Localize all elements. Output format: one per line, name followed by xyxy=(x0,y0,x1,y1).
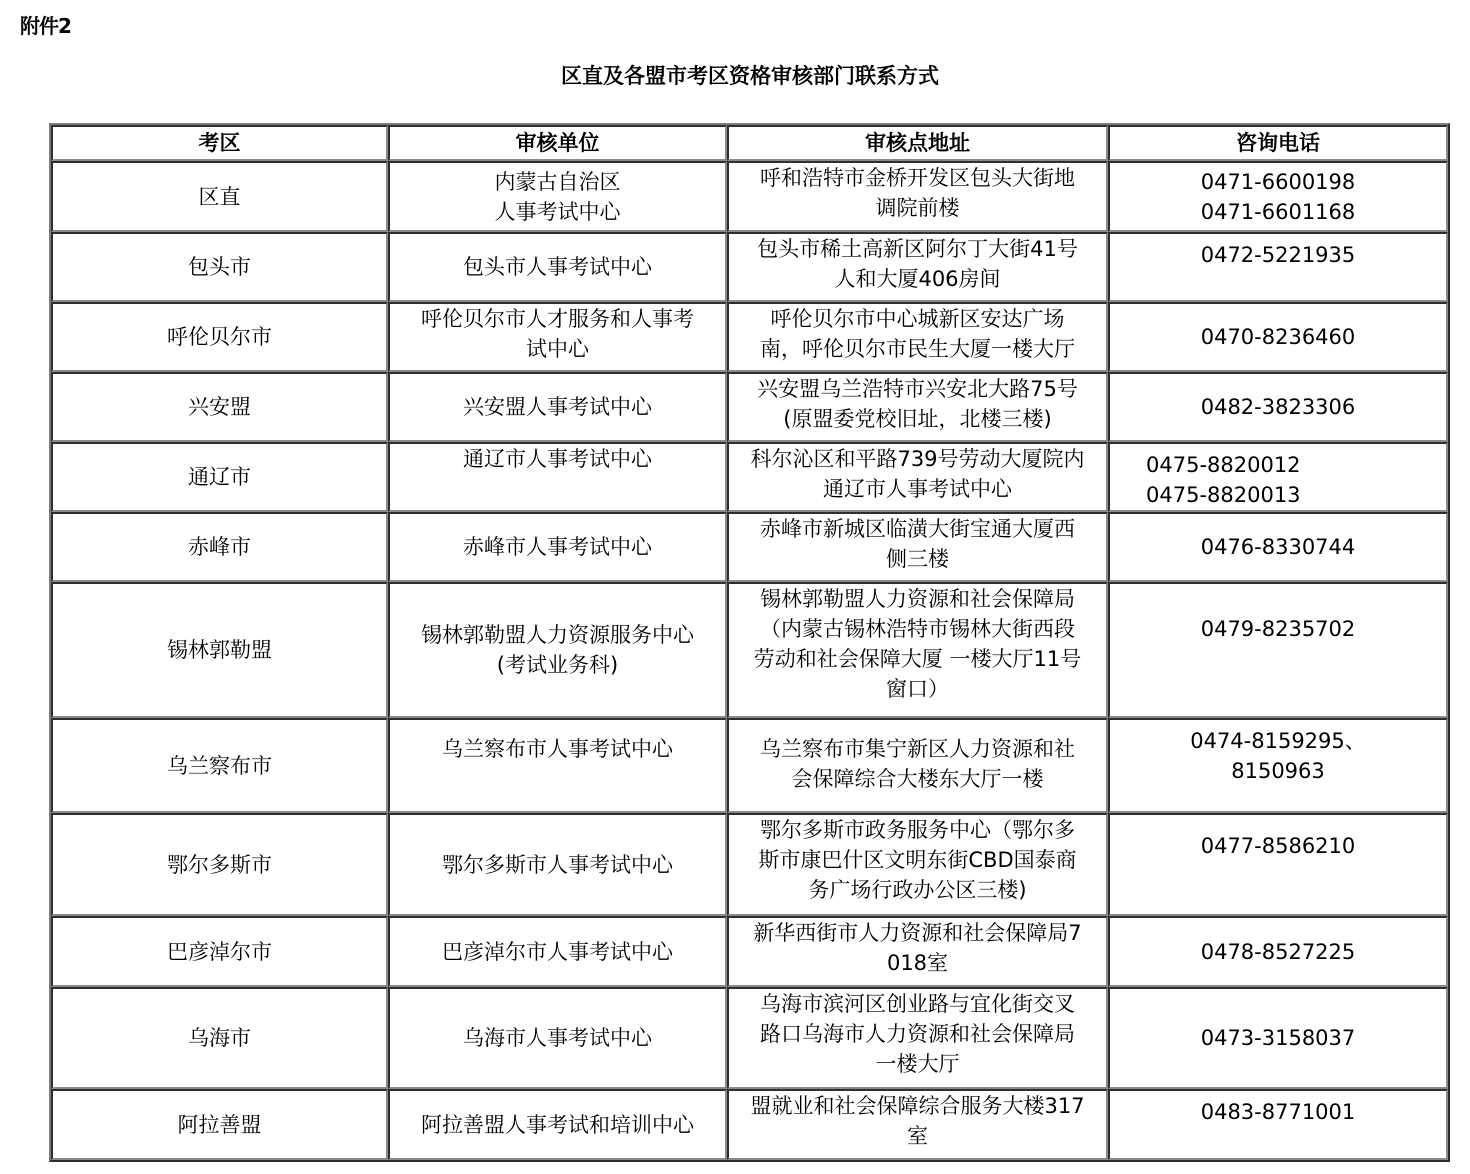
cell-address-line: 乌兰察布市集宁新区人力资源和社 xyxy=(760,737,1075,761)
cell-phone-line: 0477-8586210 xyxy=(1200,834,1356,858)
cell-unit xyxy=(388,161,727,232)
cell-address xyxy=(727,987,1108,1089)
document-title: 区直及各盟市考区资格审核部门联系方式 xyxy=(561,64,939,88)
cell-unit-line: 乌兰察布市人事考试中心 xyxy=(442,737,673,761)
table-row xyxy=(51,1089,1448,1160)
cell-unit xyxy=(388,442,727,512)
cell-region: 通辽市 xyxy=(51,442,388,512)
cell-region: 包头市 xyxy=(51,232,388,302)
cell-phone xyxy=(1108,232,1448,302)
cell-address-line: 呼伦贝尔市中心城新区安达广场 xyxy=(770,307,1065,331)
cell-address-line: 南，呼伦贝尔市民生大厦一楼大厅 xyxy=(760,337,1075,361)
cell-phone xyxy=(1108,1089,1448,1160)
cell-address-line: 呼和浩特市金桥开发区包头大街地 xyxy=(760,166,1075,190)
cell-region: 巴彦淖尔市 xyxy=(51,916,388,987)
table-row xyxy=(51,813,1448,916)
cell-region: 乌海市 xyxy=(51,987,388,1089)
cell-address xyxy=(727,916,1108,987)
cell-phone xyxy=(1108,718,1448,813)
header-address: 审核点地址 xyxy=(727,125,1108,161)
cell-unit xyxy=(388,813,727,916)
cell-unit-line: 巴彦淖尔市人事考试中心 xyxy=(442,939,673,964)
cell-phone-line: 0470-8236460 xyxy=(1200,325,1356,349)
cell-phone-line: 0474-8159295、 xyxy=(1190,729,1366,753)
cell-address-line: （内蒙古锡林浩特市锡林大街西段 xyxy=(760,617,1075,641)
cell-phone xyxy=(1108,302,1448,372)
cell-unit-line: 兴安盟人事考试中心 xyxy=(463,395,652,419)
cell-unit xyxy=(388,718,727,813)
cell-unit xyxy=(388,1089,727,1160)
table-row xyxy=(51,987,1448,1089)
cell-phone-line: 0475-8820013 xyxy=(1146,483,1301,507)
cell-address-line: 室 xyxy=(907,1124,928,1148)
cell-address-line: 会保障综合大楼东大厅一楼 xyxy=(791,767,1044,791)
cell-address xyxy=(727,442,1108,512)
cell-address-line: (原盟委党校旧址，北楼三楼) xyxy=(783,407,1052,431)
header-unit: 审核单位 xyxy=(388,125,727,161)
cell-phone-line: 0483-8771001 xyxy=(1200,1100,1356,1124)
cell-address-line: 兴安盟乌兰浩特市兴安北大路75号 xyxy=(757,377,1078,401)
cell-unit-line: 锡林郭勒盟人力资源服务中心 xyxy=(421,623,694,647)
cell-address-line: 窗口） xyxy=(886,677,949,701)
cell-unit-line: 通辽市人事考试中心 xyxy=(463,447,652,471)
cell-address-line: 侧三楼 xyxy=(886,547,949,571)
cell-address xyxy=(727,1089,1108,1160)
cell-phone-line: 0478-8527225 xyxy=(1200,939,1356,964)
cell-phone xyxy=(1108,442,1448,512)
cell-unit-line: 阿拉善盟人事考试和培训中心 xyxy=(421,1112,694,1137)
cell-region: 阿拉善盟 xyxy=(51,1089,388,1160)
cell-address xyxy=(727,161,1108,232)
cell-unit-line: 人事考试中心 xyxy=(494,199,621,224)
cell-address-line: 调院前楼 xyxy=(875,196,960,220)
contact-table xyxy=(49,123,1450,1162)
cell-address-line: 务广场行政办公区三楼) xyxy=(808,878,1027,902)
cell-phone xyxy=(1108,582,1448,718)
cell-address xyxy=(727,718,1108,813)
cell-phone xyxy=(1108,916,1448,987)
table-row xyxy=(51,582,1448,718)
cell-unit-line: 鄂尔多斯市人事考试中心 xyxy=(442,852,673,877)
cell-address xyxy=(727,372,1108,442)
cell-address xyxy=(727,582,1108,718)
table-row xyxy=(51,718,1448,813)
cell-address xyxy=(727,813,1108,916)
cell-region: 锡林郭勒盟 xyxy=(51,582,388,718)
table-header-row xyxy=(51,125,1448,161)
cell-address-line: 通辽市人事考试中心 xyxy=(823,477,1012,501)
cell-phone-line: 0479-8235702 xyxy=(1200,617,1356,641)
cell-unit xyxy=(388,232,727,302)
cell-unit-line: 赤峰市人事考试中心 xyxy=(463,535,652,559)
cell-region: 鄂尔多斯市 xyxy=(51,813,388,916)
table-row xyxy=(51,161,1448,232)
table-row xyxy=(51,512,1448,582)
table-row xyxy=(51,916,1448,987)
cell-phone xyxy=(1108,512,1448,582)
table-row xyxy=(51,302,1448,372)
cell-address-line: 锡林郭勒盟人力资源和社会保障局 xyxy=(760,587,1075,611)
cell-phone xyxy=(1108,161,1448,232)
cell-phone xyxy=(1108,987,1448,1089)
cell-phone-line: 0471-6600198 xyxy=(1200,169,1356,194)
cell-address-line: 一楼大厅 xyxy=(875,1052,960,1076)
cell-phone-line: 0472-5221935 xyxy=(1200,243,1356,267)
cell-address-line: 盟就业和社会保障综合服务大楼317 xyxy=(750,1094,1085,1118)
cell-phone-line: 0475-8820012 xyxy=(1146,453,1301,477)
cell-unit xyxy=(388,512,727,582)
cell-unit-line: 呼伦贝尔市人才服务和人事考 xyxy=(421,307,694,331)
cell-region: 呼伦贝尔市 xyxy=(51,302,388,372)
cell-phone xyxy=(1108,813,1448,916)
cell-unit-line: 试中心 xyxy=(526,337,589,361)
cell-phone-line: 0482-3823306 xyxy=(1200,395,1356,419)
cell-region: 兴安盟 xyxy=(51,372,388,442)
cell-unit-line: 内蒙古自治区 xyxy=(494,169,621,194)
cell-address-line: 包头市稀土高新区阿尔丁大街41号 xyxy=(757,237,1078,261)
cell-unit-line: (考试业务科) xyxy=(496,653,619,677)
table-row xyxy=(51,442,1448,512)
cell-unit xyxy=(388,916,727,987)
attachment-label: 附件2 xyxy=(20,14,71,38)
cell-address-line: 劳动和社会保障大厦 一楼大厅11号 xyxy=(753,647,1082,671)
cell-phone-line: 8150963 xyxy=(1231,759,1325,783)
cell-address-line: 018室 xyxy=(886,951,949,975)
cell-address-line: 人和大厦406房间 xyxy=(834,267,1001,291)
cell-address-line: 乌海市滨河区创业路与宜化街交叉 xyxy=(760,992,1075,1016)
cell-unit xyxy=(388,582,727,718)
cell-phone-line: 0473-3158037 xyxy=(1200,1026,1356,1050)
cell-unit-line: 乌海市人事考试中心 xyxy=(463,1026,652,1050)
cell-unit xyxy=(388,302,727,372)
header-region: 考区 xyxy=(51,125,388,161)
cell-address-line: 路口乌海市人力资源和社会保障局 xyxy=(760,1022,1075,1046)
cell-address xyxy=(727,302,1108,372)
cell-address-line: 新华西街市人力资源和社会保障局7 xyxy=(753,921,1082,945)
header-phone: 咨询电话 xyxy=(1108,125,1448,161)
table-row xyxy=(51,372,1448,442)
cell-address xyxy=(727,232,1108,302)
cell-region: 乌兰察布市 xyxy=(51,718,388,813)
table-row xyxy=(51,232,1448,302)
cell-address xyxy=(727,512,1108,582)
cell-phone xyxy=(1108,372,1448,442)
cell-region: 区直 xyxy=(51,161,388,232)
cell-unit xyxy=(388,372,727,442)
cell-address-line: 鄂尔多斯市政务服务中心（鄂尔多 xyxy=(760,818,1075,842)
cell-phone-line: 0471-6601168 xyxy=(1200,199,1356,224)
cell-address-line: 斯市康巴什区文明东街CBD国泰商 xyxy=(758,848,1077,872)
cell-region: 赤峰市 xyxy=(51,512,388,582)
cell-unit xyxy=(388,987,727,1089)
cell-phone-line: 0476-8330744 xyxy=(1200,535,1356,559)
cell-unit-line: 包头市人事考试中心 xyxy=(463,255,652,279)
cell-address-line: 赤峰市新城区临潢大街宝通大厦西 xyxy=(760,517,1075,541)
cell-address-line: 科尔沁区和平路739号劳动大厦院内 xyxy=(750,447,1085,471)
